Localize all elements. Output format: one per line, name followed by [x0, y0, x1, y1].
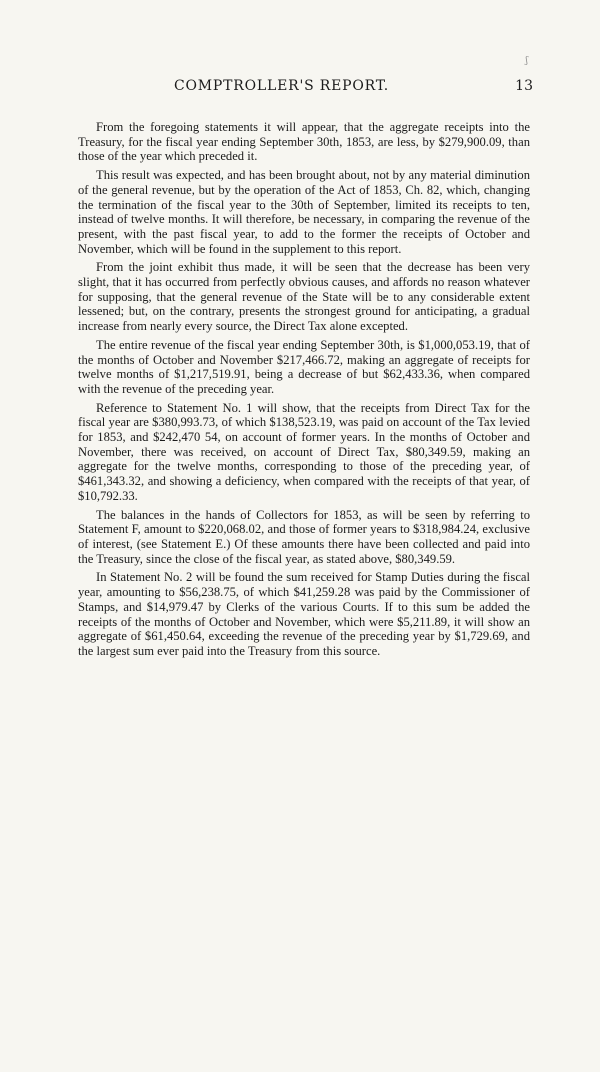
- paragraph-4: The entire revenue of the fiscal year ending September 30th, is $1,000,053.19, that of the months of October and November $217,466.72, making an aggregate of receipts for twelve months of $1,217,519.91, being a decrease of but $62,433.36, when compared with the revenue of the preceding year.: [78, 337, 530, 396]
- page-number: 13: [515, 78, 533, 94]
- paragraph-1: From the foregoing statements it will appear, that the aggregate receipts into the Treasury, for the fiscal year ending September 30th, 1853, are less, by $279,900.09, than those of the year which preceded it.: [78, 120, 530, 164]
- paragraph-7: In Statement No. 2 will be found the sum received for Stamp Duties during the fiscal year, amounting to $56,238.75, of which $41,259.28 was paid by the Commissioner of Stamps, and $14,979.47 by Clerks of the various Courts. If to this sum be added the receipts of the months of October and November, which were $5,211.89, it will show an aggregate of $61,450.64, exceeding the revenue of the preceding year by $1,729.69, and the largest sum ever paid into the Treasury from this source.: [78, 570, 530, 658]
- paragraph-2: This result was expected, and has been brought about, not by any material diminution of the general revenue, but by the operation of the Act of 1853, Ch. 82, which, changing the termination of the fiscal year to the 30th of September, limited its receipts to ten, instead of twelve months. It will therefore, be necessary, in comparing the revenue of the present, with the past fiscal year, to add to the former the receipts of October and November, which will be found in the supplement to this report.: [78, 168, 530, 256]
- body-text: [78, 120, 530, 659]
- paragraph-3: From the joint exhibit thus made, it will be seen that the decrease has been very slight, that it has occurred from perfectly obvious causes, and affords no reason whatever for supposing, that the general revenue of the State will be to any considerable extent lessened; but, on the contrary, presents the strongest ground for anticipating, a gradual increase from nearly every source, the Direct Tax alone excepted.: [78, 260, 530, 334]
- running-title: COMPTROLLER'S REPORT.: [174, 78, 390, 94]
- corner-mark: ʃ: [525, 56, 528, 66]
- paragraph-5: Reference to Statement No. 1 will show, that the receipts from Direct Tax for the fiscal year are $380,993.73, of which $138,523.19, was paid on account of the Tax levied for 1853, and $242,470 54, on account of former years. In the months of October and November, there was received, on account of Direct Tax, $80,349.59, making an aggregate for the twelve months, corresponding to those of the preceding year, of $461,343.32, and showing a deficiency, when compared with the receipts of that year, of $10,792.33.: [78, 400, 530, 503]
- paragraph-6: The balances in the hands of Collectors for 1853, as will be seen by referring to Statement F, amount to $220,068.02, and those of former years to $318,984.24, exclusive of interest, (see Statement E.) Of these amounts there have been collected and paid into the Treasury, since the close of the fiscal year, as stated above, $80,349.59.: [78, 507, 530, 566]
- page-header: [78, 78, 533, 98]
